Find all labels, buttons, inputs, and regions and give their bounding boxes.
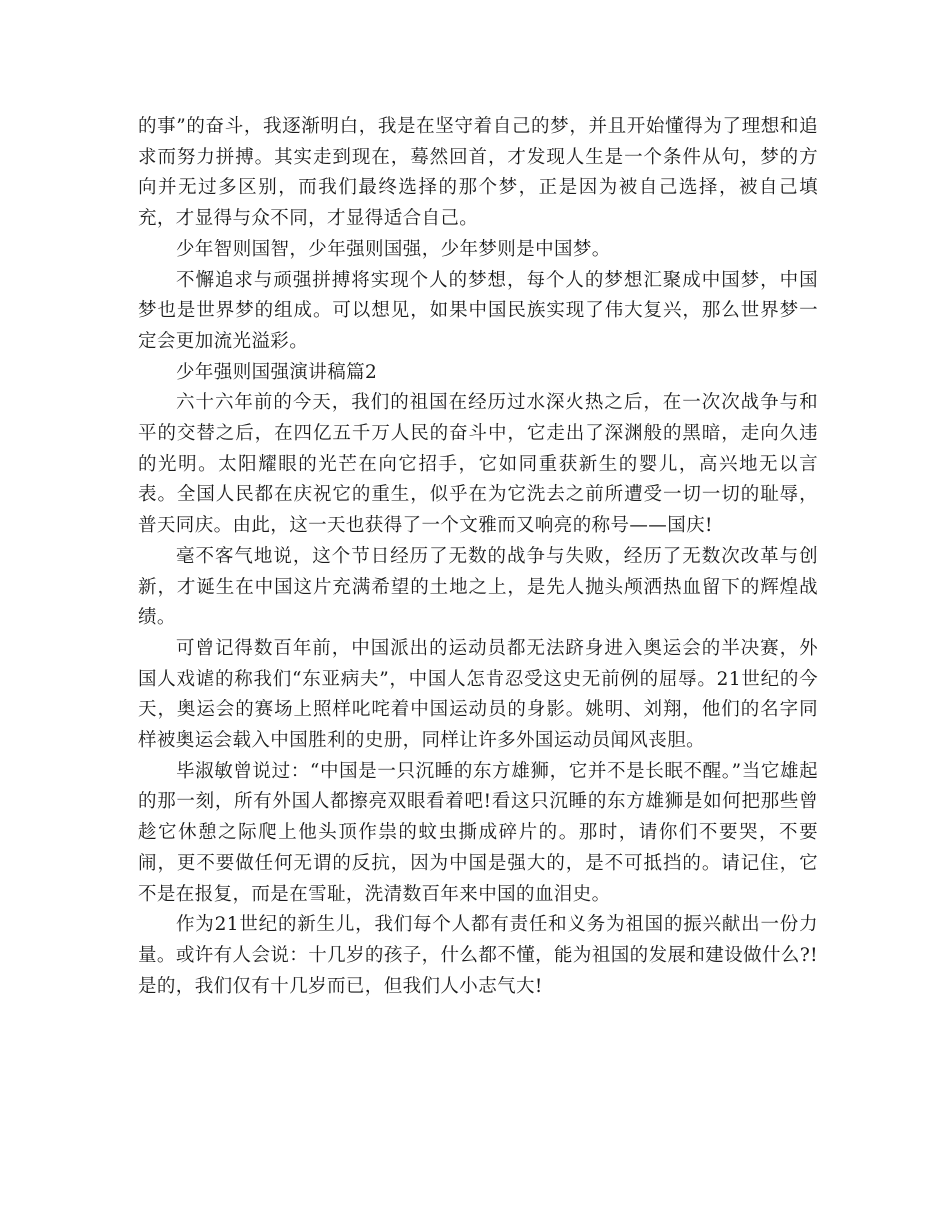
paragraph: 少年智则国智，少年强则国强，少年梦则是中国梦。 (176, 238, 611, 260)
section-heading: 少年强则国强演讲稿篇2 (176, 361, 378, 383)
paragraph: 不懈追求与顽强拼搏将实现个人的梦想，每个人的梦想汇聚成中国梦，中国梦也是世界梦的组成。可以想见，如果中国民族实现了伟大复兴，那么世界梦一定会更加流光溢彩。 (138, 269, 818, 352)
paragraph: 可曾记得数百年前，中国派出的运动员都无法跻身进入奥运会的半决赛，外国人戏谑的称我们“东亚病夫”，中国人怎肯忍受这史无前例的屈辱。21世纪的今天，奥运会的赛场上照样叱咤着中国运动员的身影。姚明、刘翔，他们的名字同样被奥运会载入中国胜利的史册，同样让许多外国运动员闻风丧胆。 (138, 637, 818, 752)
paragraph: 作为21世纪的新生儿，我们每个人都有责任和义务为祖国的振兴献出一份力量。或许有人会说：十几岁的孩子，什么都不懂，能为祖国的发展和建设做什么?!是的，我们仅有十几岁而已，但我们人小志气大! (138, 914, 818, 997)
paragraph-continuation: 的事”的奋斗，我逐渐明白，我是在坚守着自己的梦，并且开始懂得为了理想和追求而努力拼搏。其实走到现在，蓦然回首，才发现人生是一个条件从句，梦的方向并无过多区别，而我们最终选择的那个梦，正是因为被自己选择，被自己填充，才显得与众不同，才显得适合自己。 (138, 116, 818, 230)
paragraph: 六十六年前的今天，我们的祖国在经历过水深火热之后，在一次次战争与和平的交替之后，在四亿五千万人民的奋斗中，它走出了深渊般的黑暗，走向久违的光明。太阳耀眼的光芒在向它招手，它如同重获新生的婴儿，高兴地无以言表。全国人民都在庆祝它的重生，似乎在为它洗去之前所遭受一切一切的耻辱，普天同庆。由此，这一天也获得了一个文雅而又响亮的称号——国庆! (138, 392, 818, 537)
paragraph: 毫不客气地说，这个节日经历了无数的战争与失败，经历了无数次改革与创新，才诞生在中国这片充满希望的土地之上，是先人抛头颅洒热血留下的辉煌战绩。 (138, 545, 818, 629)
document-body (138, 112, 818, 1002)
paragraph: 毕淑敏曾说过：“中国是一只沉睡的东方雄狮，它并不是长眠不醒。”当它雄起的那一刻，所有外国人都擦亮双眼看着吧!看这只沉睡的东方雄狮是如何把那些曾趁它休憩之际爬上他头顶作祟的蚊虫撕成碎片的。那时，请你们不要哭，不要闹，更不要做任何无谓的反抗，因为中国是强大的，是不可抵挡的。请记住，它不是在报复，而是在雪耻，洗清数百年来中国的血泪史。 (138, 760, 818, 905)
